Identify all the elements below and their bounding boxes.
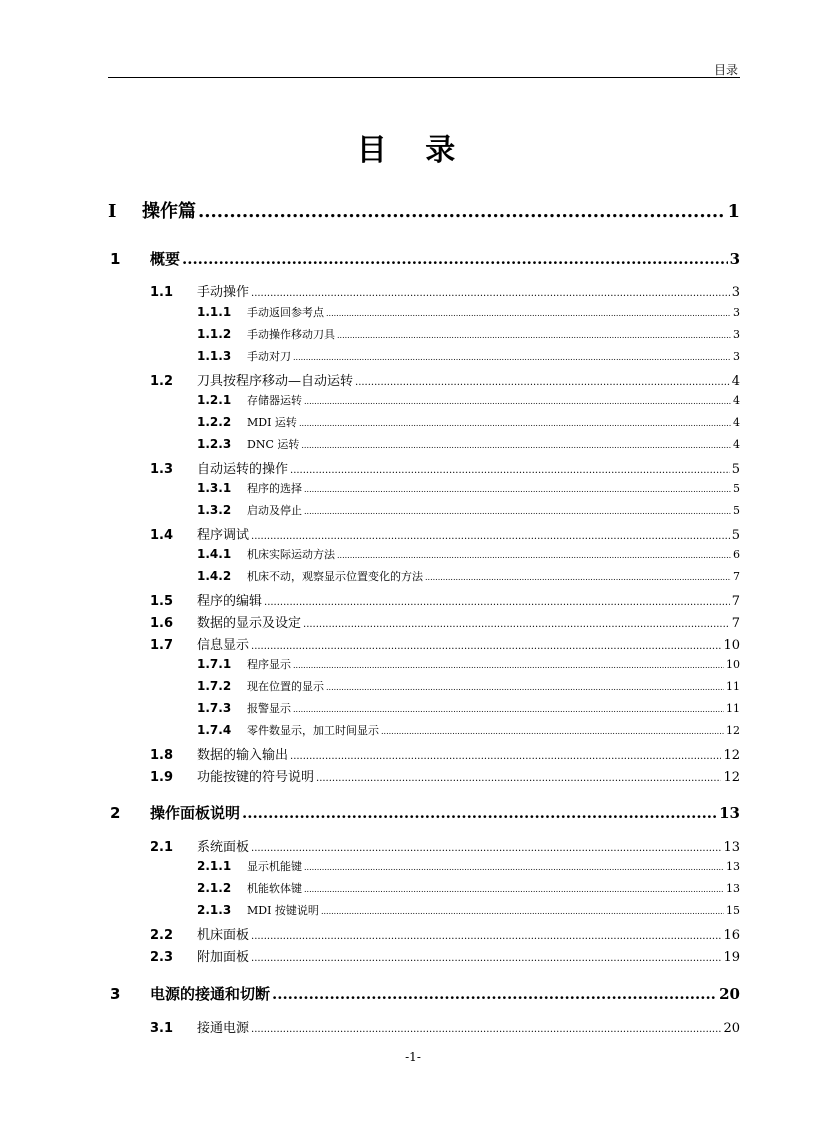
toc-entry-title: 程序的编辑	[197, 594, 263, 609]
toc-entry[interactable]	[197, 392, 740, 408]
toc-entry-page: 19	[723, 950, 740, 965]
toc-entry-number: 1.2.1	[197, 393, 232, 407]
toc-entry-number: 1.2	[150, 374, 174, 389]
toc-entry-number: 1.6	[150, 616, 174, 631]
toc-entry-page: 12	[726, 724, 740, 737]
toc-entry-title: 接通电源	[197, 1021, 250, 1036]
toc-leader-dots	[337, 551, 731, 560]
toc-entry[interactable]	[197, 414, 740, 430]
toc-entry-title: 信息显示	[197, 638, 250, 653]
toc-entry-title: 概要	[150, 250, 181, 268]
toc-entry[interactable]	[150, 281, 740, 300]
toc-entry-page: 5	[733, 504, 740, 517]
toc-leader-dots	[293, 705, 724, 714]
toc-leader-dots	[293, 661, 724, 670]
toc-leader-dots	[242, 804, 717, 822]
toc-entry[interactable]	[197, 656, 740, 672]
toc-entry-title: 机能软体键	[247, 882, 302, 895]
toc-entry[interactable]	[197, 436, 740, 452]
toc-leader-dots	[272, 985, 717, 1003]
toc-entry-number: 2.1.3	[197, 903, 232, 917]
toc-entry-title: 机床面板	[197, 928, 250, 943]
toc-entry-title: 手动操作移动刀具	[247, 328, 335, 341]
toc-entry-title: DNC 运转	[247, 438, 300, 451]
toc-leader-dots	[251, 288, 730, 299]
toc-entry[interactable]	[197, 678, 740, 694]
toc-entry[interactable]	[197, 722, 740, 738]
toc-entry-title: 操作篇	[142, 201, 196, 222]
toc-entry-page: 10	[723, 638, 740, 653]
toc-entry-page: 20	[723, 1021, 740, 1036]
toc-entry-number: 1.9	[150, 770, 174, 785]
toc-entry-page: 15	[726, 904, 740, 917]
toc-entry[interactable]	[150, 766, 740, 785]
toc-leader-dots	[381, 727, 724, 736]
toc-leader-dots	[182, 250, 728, 268]
toc-entry-number: 2.1	[150, 840, 174, 855]
toc-entry-page: 3	[731, 285, 740, 300]
toc-leader-dots	[251, 931, 721, 942]
toc-entry-number: 2	[110, 804, 121, 822]
toc-entry-number: 1.4	[150, 528, 174, 543]
toc-entry[interactable]	[150, 590, 740, 609]
toc-leader-dots	[251, 843, 721, 854]
toc-leader-dots	[251, 953, 721, 964]
toc-entry-title: 手动对刀	[247, 350, 291, 363]
toc-entry[interactable]	[150, 946, 740, 965]
toc-entry-title: 附加面板	[197, 950, 250, 965]
toc-entry-number: 1.4.1	[197, 547, 232, 561]
toc-leader-dots	[290, 751, 721, 762]
toc-entry-number: 1.7.1	[197, 657, 232, 671]
toc-entry-page: 7	[731, 594, 740, 609]
toc-entry-page: 12	[723, 748, 740, 763]
toc-entry[interactable]	[197, 880, 740, 896]
toc-entry-number: 1.7.2	[197, 679, 232, 693]
toc-entry-title: 启动及停止	[247, 504, 302, 517]
toc-entry-title: 机床实际运动方法	[247, 548, 335, 561]
toc-leader-dots	[326, 683, 724, 692]
toc-entry-number: 2.1.1	[197, 859, 232, 873]
toc-entry[interactable]	[197, 304, 740, 320]
toc-entry-page: 13	[719, 804, 740, 822]
toc-entry-title: 显示机能键	[247, 860, 302, 873]
toc-entry[interactable]	[150, 524, 740, 543]
toc-entry-title: 自动运转的操作	[197, 462, 289, 477]
toc-entry-title: 存储器运转	[247, 394, 302, 407]
toc-entry-number: 3	[110, 985, 121, 1003]
toc-entry-number: 1.2.3	[197, 437, 232, 451]
toc-entry-number: 1.7.4	[197, 723, 232, 737]
toc-entry-title: 手动操作	[197, 285, 250, 300]
toc-entry-page: 4	[731, 374, 740, 389]
toc-entry-page: 5	[731, 462, 740, 477]
toc-entry-page: 3	[729, 250, 740, 268]
toc-leader-dots	[251, 1024, 721, 1035]
toc-entry-page: 20	[719, 985, 740, 1003]
toc-entry-number: 1.4.2	[197, 569, 232, 583]
toc-leader-dots	[251, 531, 730, 542]
toc-entry-number: 2.3	[150, 950, 174, 965]
toc-leader-dots	[290, 465, 730, 476]
toc-entry-page: 4	[733, 416, 740, 429]
toc-entry-title: 程序调试	[197, 528, 250, 543]
toc-entry-title: 系统面板	[197, 840, 250, 855]
toc-entry-title: 程序显示	[247, 658, 291, 671]
toc-entry-number: 1	[110, 250, 121, 268]
toc-entry[interactable]	[197, 858, 740, 874]
toc-entry-title: 刀具按程序移动—自动运转	[197, 374, 354, 389]
toc-leader-dots	[304, 485, 731, 494]
toc-leader-dots	[316, 773, 721, 784]
toc-entry-number: 1.1.1	[197, 305, 232, 319]
toc-entry-title: 电源的接通和切断	[150, 985, 271, 1003]
toc-entry-title: 数据的输入输出	[197, 748, 289, 763]
toc-leader-dots	[299, 419, 731, 428]
toc-entry-page: 3	[733, 350, 740, 363]
toc-entry[interactable]	[197, 902, 740, 918]
toc-entry-page: 3	[733, 306, 740, 319]
toc-entry-number: 1.3.1	[197, 481, 232, 495]
toc-entry-page: 10	[726, 658, 740, 671]
toc-entry-number: 1.2.2	[197, 415, 232, 429]
page-title: 目 录	[356, 133, 470, 168]
toc-leader-dots	[293, 353, 731, 362]
toc-entry[interactable]	[110, 248, 740, 269]
toc-entry-page: 5	[733, 482, 740, 495]
toc-entry-title: 现在位置的显示	[247, 680, 324, 693]
toc-entry-page: 5	[731, 528, 740, 543]
toc-entry-number: 1.3	[150, 462, 174, 477]
toc-entry[interactable]	[150, 370, 740, 389]
toc-entry-number: 1.1.2	[197, 327, 232, 341]
toc-leader-dots	[198, 201, 725, 222]
toc-entry[interactable]	[108, 197, 740, 223]
toc-entry-page: 13	[723, 840, 740, 855]
toc-entry-page: 11	[726, 702, 740, 715]
toc-entry[interactable]	[197, 700, 740, 716]
toc-entry-page: 7	[731, 616, 740, 631]
toc-leader-dots	[264, 597, 730, 608]
toc-entry-page: 11	[726, 680, 740, 693]
toc-entry-title: 手动返回参考点	[247, 306, 324, 319]
toc-entry[interactable]	[150, 458, 740, 477]
toc-entry-number: 1.1	[150, 285, 174, 300]
toc-entry[interactable]	[150, 836, 740, 855]
toc-entry[interactable]	[150, 612, 740, 631]
toc-leader-dots	[304, 507, 731, 516]
toc-entry-title: 数据的显示及设定	[197, 616, 302, 631]
toc-entry[interactable]	[197, 546, 740, 562]
header-label: 目录	[713, 63, 738, 77]
toc-entry-page: 16	[723, 928, 740, 943]
toc-entry-title: 零件数显示，加工时间显示	[247, 724, 379, 737]
toc-entry-title: 程序的选择	[247, 482, 302, 495]
toc-leader-dots	[425, 573, 731, 582]
toc-leader-dots	[321, 907, 724, 916]
toc-leader-dots	[301, 441, 731, 450]
toc-entry-title: MDI 按键说明	[247, 904, 319, 917]
toc-entry-number: 1.7.3	[197, 701, 232, 715]
toc-entry-page: 7	[733, 570, 740, 583]
toc-entry-title: 机床不动，观察显示位置变化的方法	[247, 570, 423, 583]
toc-leader-dots	[303, 619, 730, 630]
toc-entry-page: 6	[733, 548, 740, 561]
toc-entry-title: 报警显示	[247, 702, 291, 715]
toc-entry-number: I	[108, 201, 117, 222]
toc-entry[interactable]	[150, 1017, 740, 1036]
toc-entry-number: 1.7	[150, 638, 174, 653]
toc-entry-page: 4	[733, 438, 740, 451]
toc-entry[interactable]	[197, 326, 740, 342]
toc-leader-dots	[326, 309, 731, 318]
toc-entry[interactable]	[150, 634, 740, 653]
toc-entry[interactable]	[197, 480, 740, 496]
toc-entry[interactable]	[110, 983, 740, 1004]
toc-entry[interactable]	[197, 502, 740, 518]
toc-entry-title: 操作面板说明	[150, 804, 241, 822]
toc-leader-dots	[251, 641, 721, 652]
toc-entry-page: 13	[726, 860, 740, 873]
toc-entry-page: 1	[727, 201, 740, 222]
toc-entry-number: 2.1.2	[197, 881, 232, 895]
toc-leader-dots	[304, 863, 724, 872]
toc-entry[interactable]	[197, 348, 740, 364]
toc-entry-page: 4	[733, 394, 740, 407]
toc-entry-number: 1.3.2	[197, 503, 232, 517]
toc-leader-dots	[304, 397, 731, 406]
toc-leader-dots	[304, 885, 724, 894]
toc-entry[interactable]	[150, 924, 740, 943]
toc-entry-title: 功能按键的符号说明	[197, 770, 315, 785]
toc-entry-number: 1.1.3	[197, 349, 232, 363]
toc-entry-page: 13	[726, 882, 740, 895]
toc-entry[interactable]	[197, 568, 740, 584]
toc-entry-number: 1.5	[150, 594, 174, 609]
toc-entry-number: 3.1	[150, 1021, 174, 1036]
toc-leader-dots	[337, 331, 731, 340]
toc-entry-number: 1.8	[150, 748, 174, 763]
page-number: -1-	[405, 1050, 421, 1064]
toc-leader-dots	[355, 377, 730, 388]
toc-entry[interactable]	[150, 744, 740, 763]
toc-entry-number: 2.2	[150, 928, 174, 943]
toc-entry[interactable]	[110, 802, 740, 823]
toc-entry-page: 12	[723, 770, 740, 785]
toc-entry-page: 3	[733, 328, 740, 341]
toc-entry-title: MDI 运转	[247, 416, 297, 429]
